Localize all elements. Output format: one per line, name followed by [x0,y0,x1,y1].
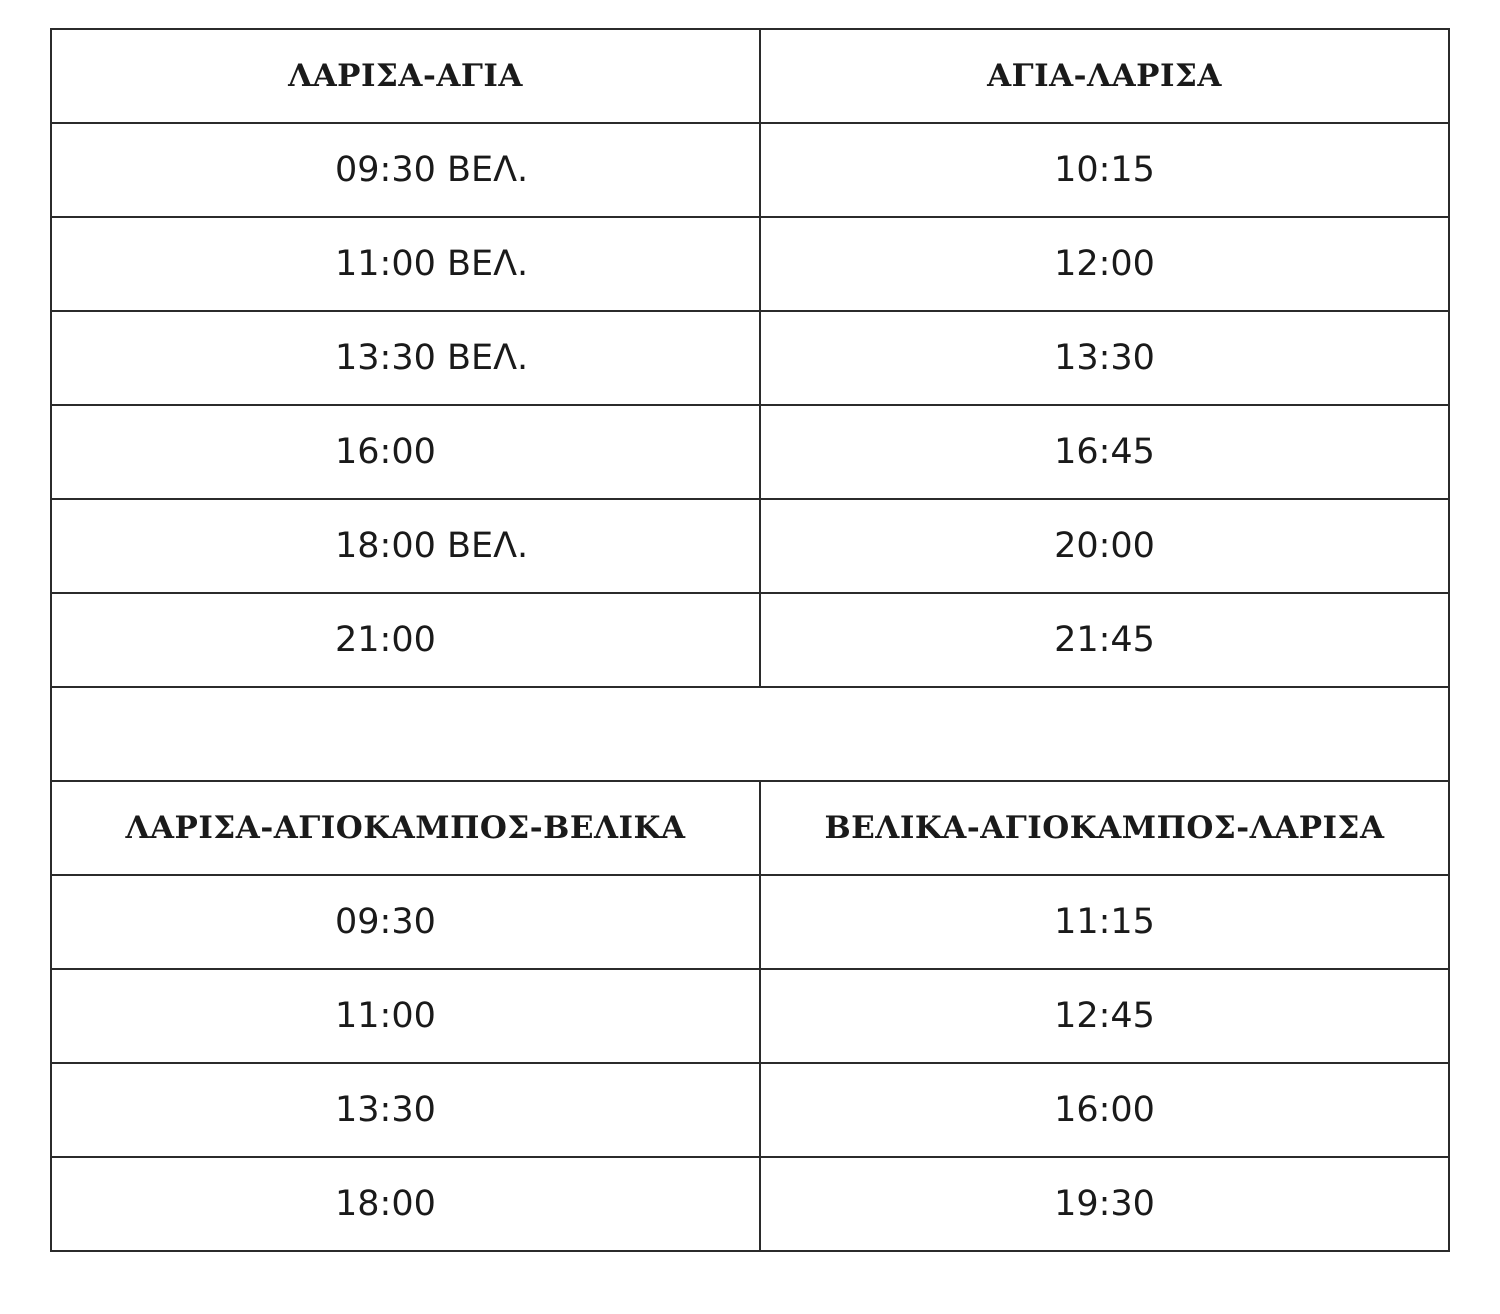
departure-time: 09:30 ΒΕΛ. [51,123,760,217]
departure-time: 09:30 [51,875,760,969]
section2-header-row [51,781,1449,875]
return-time: 16:45 [760,405,1449,499]
return-time: 21:45 [760,593,1449,687]
spacer-row [51,687,1449,781]
return-time: 16:00 [760,1063,1449,1157]
return-time: 13:30 [760,311,1449,405]
return-time: 10:15 [760,123,1449,217]
return-time: 12:45 [760,969,1449,1063]
departure-time: 13:30 [51,1063,760,1157]
table-row [51,405,1449,499]
table-row [51,1063,1449,1157]
departure-time: 21:00 [51,593,760,687]
table-row [51,123,1449,217]
table-row [51,969,1449,1063]
empty-cell [51,687,1449,781]
departure-time: 11:00 [51,969,760,1063]
departure-time: 13:30 ΒΕΛ. [51,311,760,405]
departure-time: 16:00 [51,405,760,499]
departure-time: 18:00 [51,1157,760,1251]
route-header-agia-larisa: ΑΓΙΑ-ΛΑΡΙΣΑ [760,29,1449,123]
return-time: 20:00 [760,499,1449,593]
departure-time: 11:00 ΒΕΛ. [51,217,760,311]
bus-schedule-table [50,28,1450,1252]
table-row [51,875,1449,969]
table-row [51,217,1449,311]
route-header-larisa-agia: ΛΑΡΙΣΑ-ΑΓΙΑ [51,29,760,123]
return-time: 19:30 [760,1157,1449,1251]
table-row [51,499,1449,593]
departure-time: 18:00 ΒΕΛ. [51,499,760,593]
route-header-larisa-agiokampos-velika: ΛΑΡΙΣΑ-ΑΓΙΟΚΑΜΠΟΣ-ΒΕΛΙΚΑ [51,781,760,875]
table-row [51,311,1449,405]
route-header-velika-agiokampos-larisa: ΒΕΛΙΚΑ-ΑΓΙΟΚΑΜΠΟΣ-ΛΑΡΙΣΑ [760,781,1449,875]
table-row [51,593,1449,687]
section1-header-row [51,29,1449,123]
table-row [51,1157,1449,1251]
return-time: 12:00 [760,217,1449,311]
return-time: 11:15 [760,875,1449,969]
